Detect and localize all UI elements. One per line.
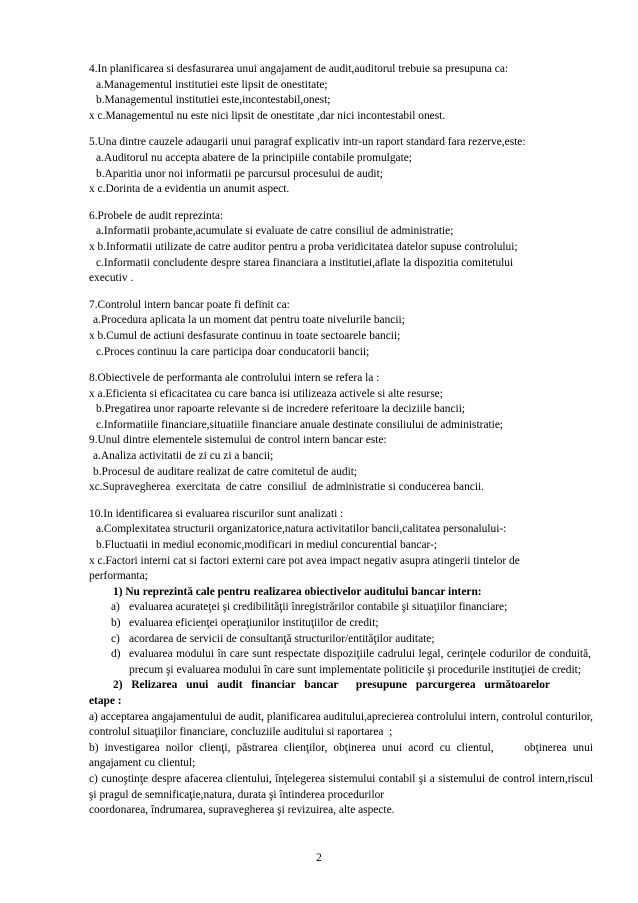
list-item: c) acordarea de servicii de consultanţă structurilor/entităţilor auditate; [111,632,435,645]
question-9: 9.Unul dintre elementele sistemului de control intern bancar este: [89,434,387,447]
section-2-item-c: c) cunoştinţe despre afacerea clientului, înţelegerea sistemului contabil şi a sistemului de control intern,riscul şi pragul de semnificaţie,natura, durata şi întinderea procedurilor [89,772,596,801]
option-b: b.Pregatirea unor rapoarte relevante si de incredere referitoare la deciziile bancii; [96,403,466,416]
section-2-item-a: a) acceptarea angajamentului de audit, planificarea auditului,aprecierea controlului intern, controlul conturilor, controlul situaţiilor financiare, concluziile auditului si raportarea ; [89,710,596,739]
option-a: a.Procedura aplicata la un moment dat pentru toate nivelurile bancii; [93,314,405,327]
section-2-item-b: b) investigarea noilor clienţi, păstrarea clienţilor, obţinerea unui acord cu clientul, obţinerea unui angajament cu clientul; [89,741,596,770]
section-1-title: 1) Nu reprezintă cale pentru realizarea obiectivelor auditului bancar intern: [113,585,482,598]
option-b: b.Managementul institutiei este,incontestabil,onest; [96,94,331,107]
list-item: a) evaluarea acurateţei şi credibilităţii înregistrărilor contabile şi situaţiilor financiare; [111,601,508,614]
list-item: d) evaluarea modului în care sunt respectate dispoziţiile cadrului legal, cerinţele codurilor de conduită, precum şi evaluarea modului în care sunt implementate politicile şi procedurile instituţiei de credit; [111,648,591,676]
option-a: x a.Eficienta si eficacitatea cu care banca isi utilizeaza activele si alte resurse; [89,387,443,400]
option-c-continued: performanta; [89,570,148,583]
option-a: a.Complexitatea structurii organizatorice,natura activitatilor bancii,calitatea personalului-: [96,523,507,536]
question-5: 5.Una dintre cauzele adaugarii unui paragraf explicativ intr-un raport standard fara rezerve,este: [89,136,526,149]
section-2-item-c-continued: coordonarea, îndrumarea, supravegherea şi revizuirea, alte aspecte. [89,804,395,817]
document-page [89,62,596,819]
option-c-continued: executiv . [89,272,134,285]
option-b: b.Aparitia unor noi informatii pe parcursul procesului de audit; [96,167,383,180]
option-a: a.Informatii probante,acumulate si evaluate de catre consiliul de administratie; [96,225,454,238]
question-4: 4.In planificarea si desfasurarea unui angajament de audit,auditorul trebuie sa presupuna ca: [89,63,509,75]
section-2-title-continued: etape : [89,694,122,707]
option-c: c.Proces continuu la care participa doar conducatorii bancii; [96,345,370,358]
option-c: x c.Factori interni cat si factori externi care pot avea impact negativ asupra atingerii tintelor de [89,554,520,567]
question-8: 8.Obiectivele de performanta ale controlului intern se refera la : [89,372,380,385]
option-c: x c.Managementul nu este nici lipsit de onestitate ,dar nici incontestabil onest. [89,109,446,122]
section-1-list [89,600,593,678]
question-10: 10.In identificarea si evaluarea riscurilor sunt analizati : [89,507,344,520]
question-6: 6.Probele de audit reprezinta: [89,209,224,222]
option-a: a.Analiza activitatii de zi cu zi a bancii; [93,450,274,463]
option-a: a.Managementul institutiei este lipsit de onestitate; [96,78,328,91]
option-b: x b.Cumul de actiuni desfasurate continuu in toate sectoarele bancii; [89,329,401,342]
option-b: b.Fluctuatii in mediul economic,modificari in mediul concurential bancar-; [96,539,438,552]
list-item: b) evaluarea eficienţei operaţiunilor instituţiilor de credit; [111,617,379,629]
question-7: 7.Controlul intern bancar poate fi definit ca: [89,298,290,311]
option-b: b.Procesul de auditare realizat de catre comitetul de audit; [93,465,358,478]
option-c: c.Informatiile financiare,situatiile financiare anuale destinate consiliului de administratie; [96,418,504,431]
page-number: 2 [316,852,322,864]
option-b: x b.Informatii utilizate de catre auditor pentru a proba veridicitatea datelor supuse controlului; [89,240,518,253]
section-2-title: 2) Relizarea unui audit financiar bancar presupune parcurgerea următoarelor [113,679,550,692]
option-a: a.Auditorul nu accepta abatere de la principiile contabile promulgate; [96,151,412,164]
option-c: xc.Supravegherea exercitata de catre consiliul de administratie si conducerea bancii. [89,481,485,494]
option-c: c.Informatii concludente despre starea financiara a institutiei,aflate la dispozitia comitetului [96,256,514,269]
option-c: x c.Dorinta de a evidentia un anumit aspect. [89,183,290,196]
